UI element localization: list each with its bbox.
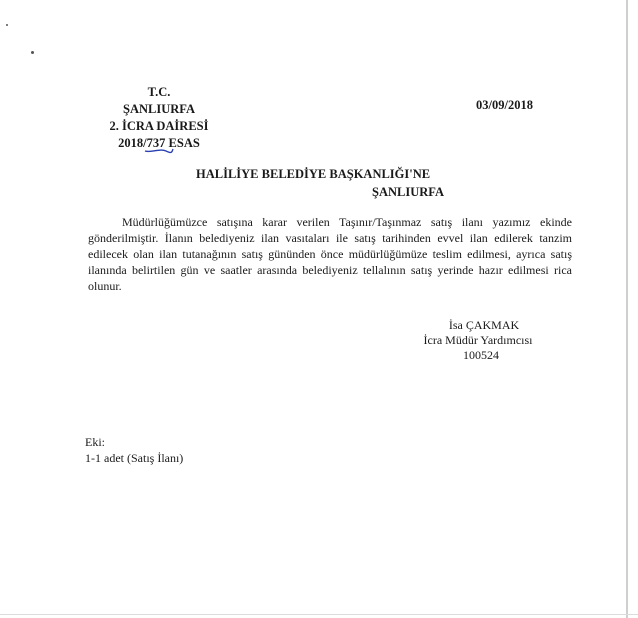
scan-edge — [626, 0, 628, 618]
case-prefix: 2018/ — [118, 136, 147, 150]
city-label: ŞANLIURFA — [123, 102, 195, 116]
attachment-item: 1-1 adet (Satış İlanı) — [85, 451, 184, 465]
document-date: 03/09/2018 — [476, 98, 533, 112]
office-label: 2. İCRA DAİRESİ — [109, 119, 209, 133]
signatory-title: İcra Müdür Yardımcısı — [423, 333, 533, 347]
pen-underline-mark — [144, 146, 174, 154]
scan-speck — [31, 51, 34, 54]
case-suffix: ESAS — [165, 136, 200, 150]
country-label: T.C. — [147, 85, 171, 99]
recipient-block — [196, 165, 446, 201]
scan-bottom-edge — [0, 614, 638, 615]
letter-body: Müdürlüğümüzce satışına karar verilen Taşınır/Taşınmaz satış ilanı yazımız ekinde gönderilmiştir. İlanın belediyeniz ilan vasıtaları ile satış tarihinden evvel ilan edilerek tanzim edilecek olan ilan tutanağının satış gününden önce müdürlüğümüze teslim edilmesi, ayrıca satış ilanında belirtilen gün ve saatler arasında belediyeniz tellalının satış yerinde hazır edilmesi rica olunur. — [88, 215, 572, 293]
issuing-office-block — [84, 84, 234, 152]
signature-block — [418, 318, 538, 363]
signatory-name: İsa ÇAKMAK — [448, 318, 520, 332]
signatory-number: 100524 — [463, 348, 499, 362]
recipient-name: HALİLİYE BELEDİYE BAŞKANLIĞI'NE — [196, 167, 431, 181]
scan-speck — [6, 24, 8, 26]
attachments-label: Eki: — [85, 435, 105, 449]
recipient-city: ŞANLIURFA — [372, 185, 444, 199]
case-number: 737 — [146, 136, 166, 150]
case-number-line — [84, 135, 234, 152]
attachments-block — [85, 434, 183, 466]
